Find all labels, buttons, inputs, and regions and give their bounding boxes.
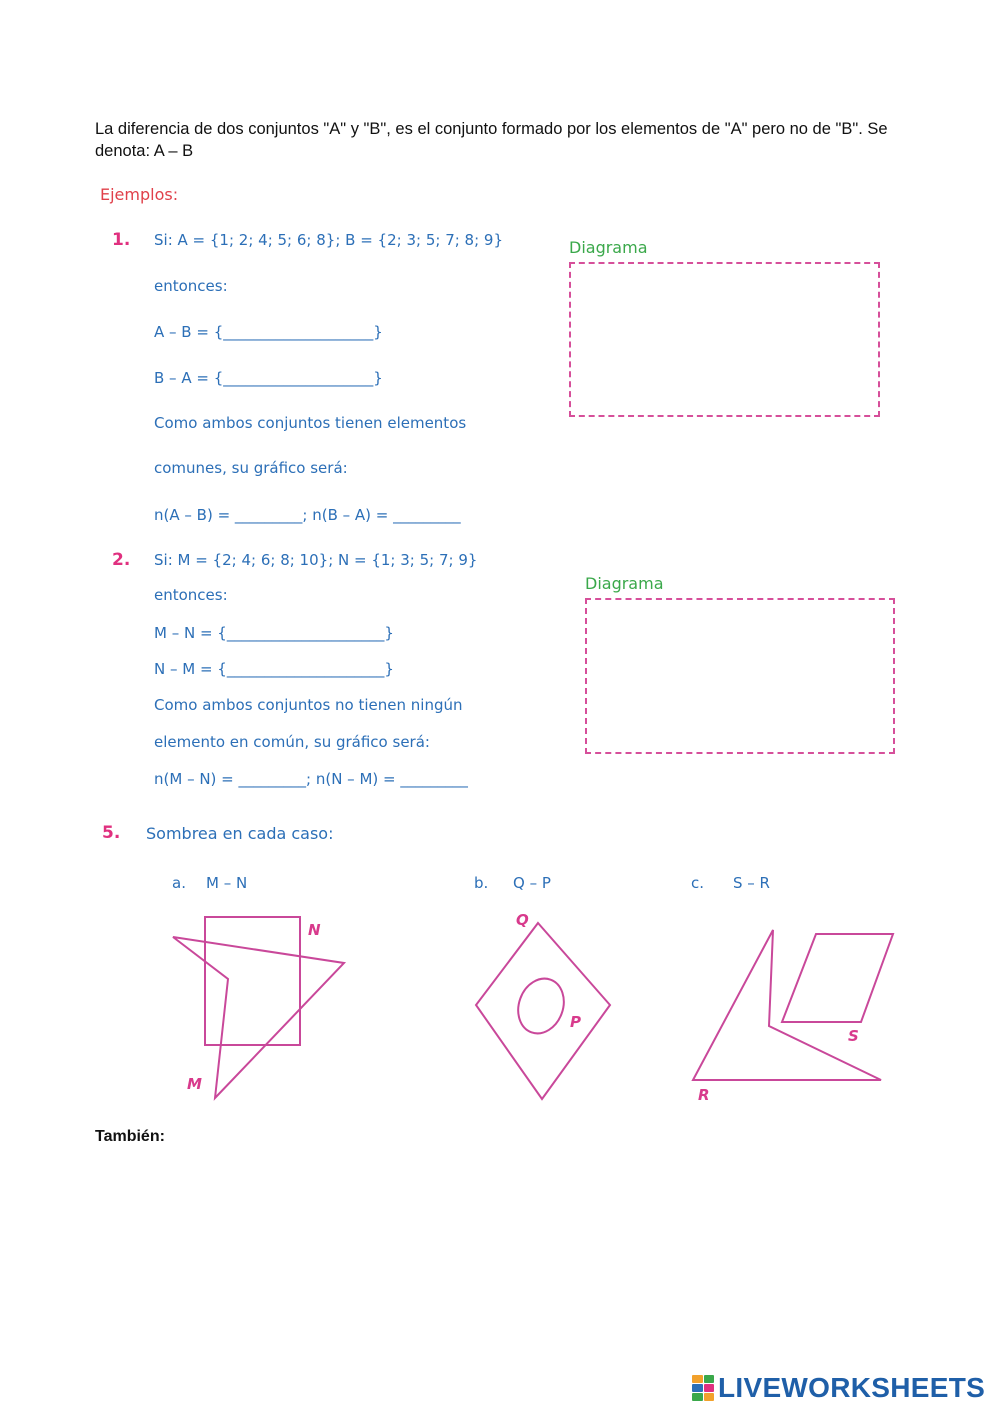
set-m-polygon[interactable] [173, 937, 344, 1098]
example-2-n-minus-m[interactable]: N – M = {_____________________} [154, 660, 394, 678]
liveworksheets-logo [692, 1372, 985, 1404]
set-s-parallelogram[interactable] [782, 934, 893, 1022]
example-2-number: 2. [112, 550, 131, 570]
example-1-note-2: comunes, su gráfico será: [154, 459, 348, 477]
case-b-expression: Q – P [513, 874, 551, 892]
case-c-expression: S – R [733, 874, 770, 892]
example-1-then: entonces: [154, 277, 228, 295]
set-p-ellipse[interactable] [511, 972, 571, 1040]
example-2-note-2: elemento en común, su gráfico será: [154, 733, 430, 751]
label-s: S [848, 1027, 859, 1045]
example-2-cardinal[interactable]: n(M – N) = _________; n(N – M) = _________ [154, 770, 468, 788]
set-r-triangle[interactable] [693, 930, 881, 1080]
example-1-b-minus-a[interactable]: B – A = {____________________} [154, 369, 383, 387]
label-n: N [308, 921, 321, 939]
also-heading: También: [95, 1128, 165, 1145]
case-a-expression: M – N [206, 874, 248, 892]
label-q: Q [516, 911, 529, 929]
example-1-number: 1. [112, 230, 131, 250]
example-2-diagram-box[interactable] [585, 598, 895, 754]
example-1-note-1: Como ambos conjuntos tienen elementos [154, 414, 467, 432]
set-q-rhombus[interactable] [476, 923, 610, 1099]
set-n-rectangle[interactable] [205, 917, 300, 1045]
logo-grid-icon [692, 1375, 714, 1401]
figure-b-sets-q-p[interactable] [470, 905, 620, 1105]
exercise-5-title: Sombrea en cada caso: [146, 824, 334, 843]
figure-a-sets-m-n[interactable] [160, 905, 360, 1110]
example-1-diagram-label: Diagrama [569, 238, 648, 257]
example-2-then: entonces: [154, 586, 228, 604]
case-c-letter: c. [691, 874, 705, 892]
example-2-diagram-label: Diagrama [585, 574, 664, 593]
example-2-m-minus-n[interactable]: M – N = {_____________________} [154, 624, 394, 642]
label-m: M [187, 1075, 202, 1093]
example-1-a-minus-b[interactable]: A – B = {____________________} [154, 323, 383, 341]
label-p: P [570, 1013, 581, 1031]
exercise-5-number: 5. [102, 823, 121, 843]
example-2-note-1: Como ambos conjuntos no tienen ningún [154, 696, 463, 714]
logo-text: LIVEWORKSHEETS [718, 1372, 986, 1403]
intro-paragraph: La diferencia de dos conjuntos "A" y "B", es el conjunto formado por los elementos de "A" pero no de "B". Se denota: A – B [95, 120, 888, 160]
example-1-sets: Si: A = {1; 2; 4; 5; 6; 8}; B = {2; 3; 5; 7; 8; 9} [154, 231, 504, 249]
figure-c-sets-s-r[interactable] [685, 920, 905, 1110]
label-r: R [698, 1086, 710, 1104]
example-1-cardinal[interactable]: n(A – B) = _________; n(B – A) = _________ [154, 506, 461, 524]
example-1-diagram-box[interactable] [569, 262, 880, 417]
examples-heading: Ejemplos: [100, 185, 179, 204]
case-b-letter: b. [474, 874, 489, 892]
example-2-sets: Si: M = {2; 4; 6; 8; 10}; N = {1; 3; 5; 7; 9} [154, 551, 478, 569]
case-a-letter: a. [172, 874, 186, 892]
